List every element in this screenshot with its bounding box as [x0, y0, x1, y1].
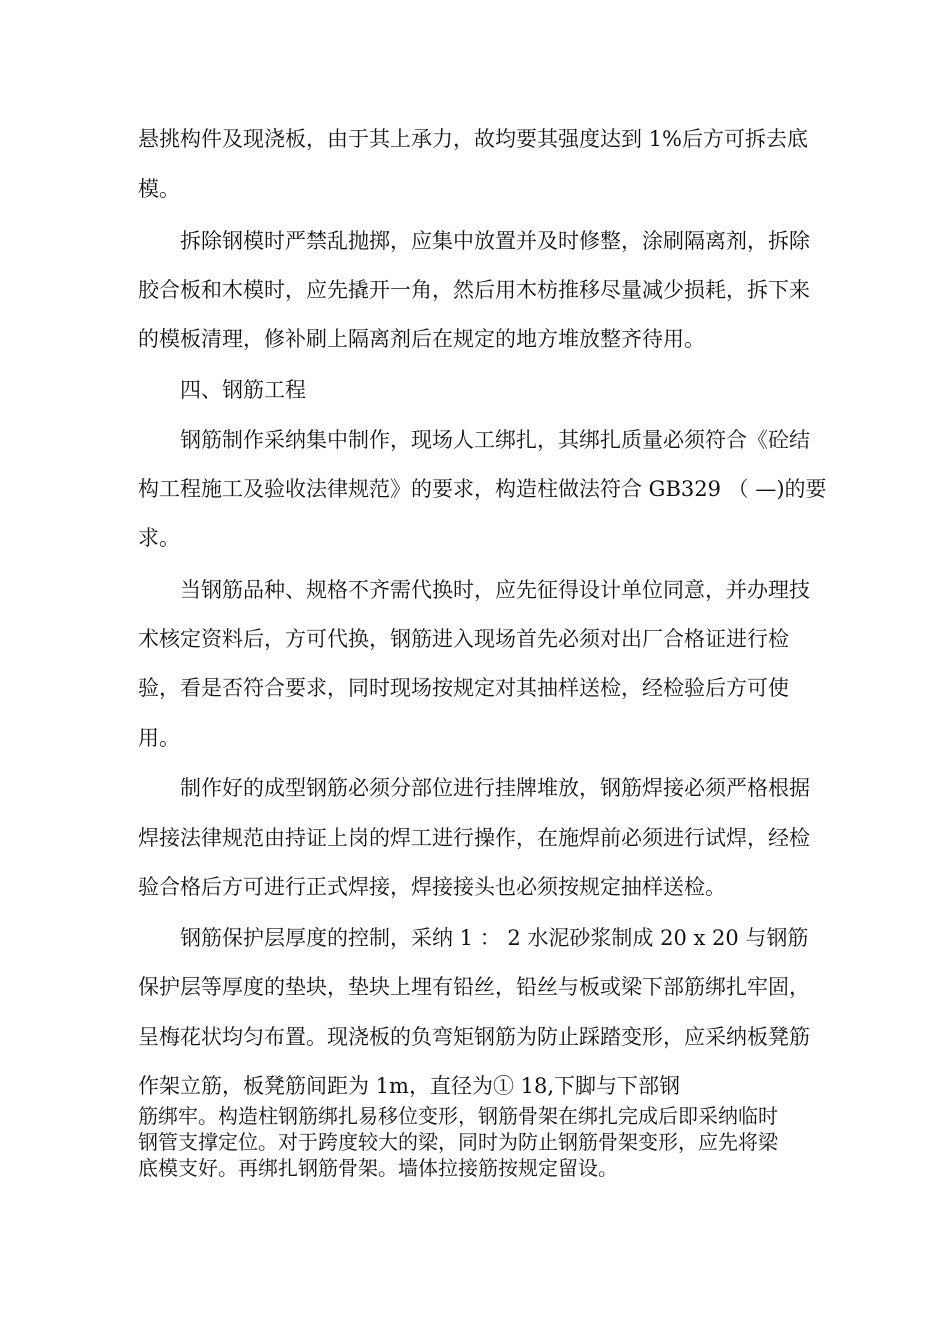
text-line: 用。 [138, 726, 180, 750]
text-line: 的模板清理，修补刷上隔离剂后在规定的地方堆放整齐待用。 [138, 327, 705, 351]
text-line: 底模支好。再绑扎钢筋骨架。墙体拉接筋按规定留设。 [138, 1156, 618, 1180]
text-line: 钢管支撑定位。对于跨度较大的梁，同时为防止钢筋骨架变形，应先将梁 [138, 1130, 778, 1154]
text-line: 胶合板和木模时，应先撬开一角，然后用木枋推移尽量减少损耗，拆下来 [138, 278, 810, 302]
text-line: 焊接法律规范由持证上岗的焊工进行操作，在施焊前必须进行试焊，经检 [138, 826, 810, 850]
text-line: 验，看是否符合要求，同时现场按规定对其抽样送检，经检验后方可使 [138, 676, 789, 700]
paragraph-start-line: 制作好的成型钢筋必须分部位进行挂牌堆放，钢筋焊接必须严格根据 [180, 776, 810, 800]
text-line: 术核定资料后，方可代换，钢筋进入现场首先必须对出厂合格证进行检 [138, 627, 789, 651]
paragraph-start-line: 当钢筋品种、规格不齐需代换时，应先征得设计单位同意，并办理技 [180, 578, 810, 602]
text-line: 求。 [138, 526, 180, 550]
paragraph-start-line: 钢筋保护层厚度的控制，采纳 1 ： 2 水泥砂浆制成 20 x 20 与钢筋 [180, 926, 809, 950]
text-line: 作架立筋，板凳筋间距为 1m，直径为① 18,下脚与下部钢 [138, 1074, 681, 1098]
paragraph-start-line: 钢筋制作采纳集中制作，现场人工绑扎，其绑扎质量必须符合《砼结 [180, 428, 810, 452]
text-line: 呈梅花状均匀布置。现浇板的负弯矩钢筋为防止踩踏变形，应采纳板凳筋 [138, 1025, 810, 1049]
text-line: 模。 [138, 177, 180, 201]
section-heading: 四、钢筋工程 [180, 378, 306, 402]
text-line: 验合格后方可进行正式焊接，焊接接头也必须按规定抽样送检。 [138, 875, 726, 899]
text-line: 悬挑构件及现浇板，由于其上承力，故均要其强度达到 1%后方可拆去底 [138, 127, 808, 151]
text-line: 保护层等厚度的垫块，垫块上埋有铅丝，铅丝与板或梁下部筋绑扎牢固， [138, 975, 810, 999]
text-line: 筋绑牢。构造柱钢筋绑扎易移位变形，钢筋骨架在绑扎完成后即采纳临时 [138, 1104, 778, 1128]
paragraph-start-line: 拆除钢模时严禁乱抛掷，应集中放置并及时修整，涂刷隔离剂，拆除 [180, 229, 810, 253]
text-line: 构工程施工及验收法律规范》的要求，构造柱做法符合 GB329 （ —)的要 [138, 477, 827, 501]
